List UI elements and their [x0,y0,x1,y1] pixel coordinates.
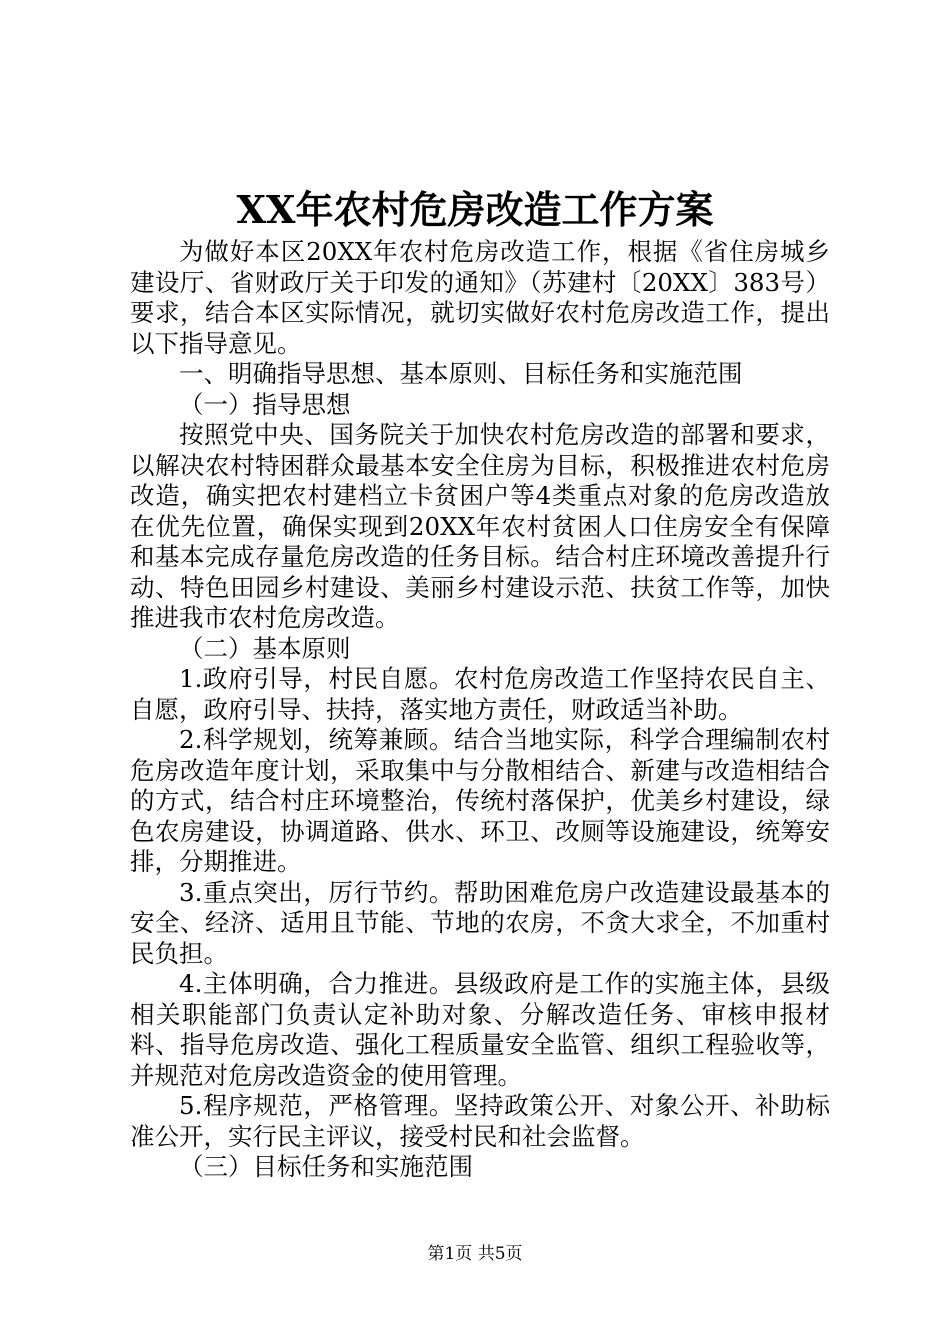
page-footer: 第1页 共5页 [427,1244,523,1264]
principle-4-paragraph: 4.主体明确，合力推进。县级政府是工作的实施主体，县级相关职能部门负责认定补助对象、分解改造任务、审核申报材料、指导危房改造、强化工程质量安全监管、组织工程验收等，并规范对危房改造资金的使用管理。 [130,969,830,1090]
guiding-ideology-paragraph: 按照党中央、国务院关于加快农村危房改造的部署和要求，以解决农村特困群众最基本安全住房为目标，积极推进农村危房改造，确实把农村建档立卡贫困户等4类重点对象的危房改造放在优先位置，确保实现到20XX年农村贫困人口住房安全有保障和基本完成存量危房改造的任务目标。结合村庄环境改善提升行动、特色田园乡村建设、美丽乡村建设示范、扶贫工作等，加快推进我市农村危房改造。 [130,420,830,632]
document-body [130,237,830,1183]
document-title: XX年农村危房改造工作方案 [236,187,714,232]
principle-1-paragraph: 1.政府引导，村民自愿。农村危房改造工作坚持农民自主、自愿，政府引导、扶持，落实地方责任，财政适当补助。 [130,664,830,724]
principle-5-paragraph: 5.程序规范，严格管理。坚持政策公开、对象公开、补助标准公开，实行民主评议，接受村民和社会监督。 [130,1091,830,1151]
subsection-heading-basic-principles: （二）基本原则 [179,633,351,663]
principle-3-paragraph: 3.重点突出，厉行节约。帮助困难危房户改造建设最基本的安全、经济、适用且节能、节地的农房，不贪大求全，不加重村民负担。 [130,877,830,968]
subsection-heading-guiding-ideology: （一）指导思想 [179,389,351,419]
subsection-heading-targets-scope: （三）目标任务和实施范围 [179,1152,473,1181]
principle-2-paragraph: 2.科学规划，统筹兼顾。结合当地实际，科学合理编制农村危房改造年度计划，采取集中与分散相结合、新建与改造相结合的方式，结合村庄环境整治，传统村落保护，优美乡村建设，绿色农房建设，协调道路、供水、环卫、改厕等设施建设，统筹安排，分期推进。 [130,725,830,876]
intro-paragraph: 为做好本区20XX年农村危房改造工作，根据《省住房城乡建设厅、省财政厅关于印发的通知》（苏建村〔20XX〕383号）要求，结合本区实际情况，就切实做好农村危房改造工作，提出以下指导意见。 [130,237,830,358]
section-heading-1: 一、明确指导思想、基本原则、目标任务和实施范围 [179,359,743,388]
